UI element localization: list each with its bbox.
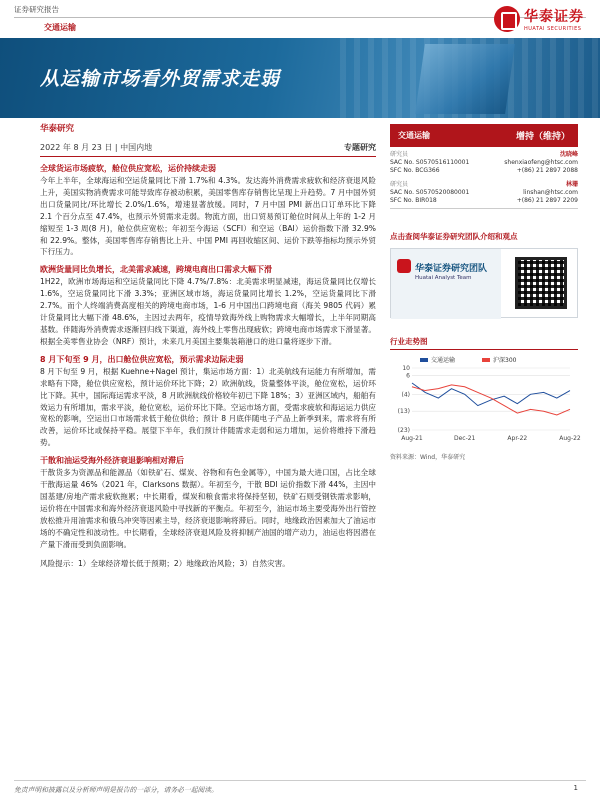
team-card-subtitle: Huatai Analyst Team bbox=[415, 275, 472, 281]
analyst-2 bbox=[390, 181, 578, 205]
analyst-email[interactable]: linshan@htsc.com bbox=[523, 189, 578, 196]
main-column bbox=[40, 122, 376, 570]
legend-label: 交通运输 bbox=[431, 357, 456, 364]
section-2-body: 1H22，欧洲市场海运和空运货量同比下降 4.7%/7.8%：北美需求明显减速，海运货量同比仅增长 1.6%，空运货量同比下滑 3.3%；亚洲区域市场，海运货量同比增长 1.2%，空运货量同比下滑 2.7%。而个人终端消费高度相关的跨境电商市场，1-6 月中国出口跨境电商（海关 9805 代码）累计货量同比大幅下滑 48.6%，主因过去两年，疫情导致海外线上购物需求大幅增长，上半年同期高基数。伴随海外消费需求逐渐回归线下渠道，海外线上零售出现疲软；跨境电商市场需求下滑显著。根据全美零售业协会（NRF）预计，未来几月美国主要集装箱港口的进口量将逐步下滑。 bbox=[40, 277, 376, 346]
analyst-phone: +(86) 21 2897 2209 bbox=[516, 197, 578, 204]
x-tick-label: Apr-22 bbox=[507, 435, 528, 442]
analyst-name: 林珊 bbox=[565, 181, 578, 188]
y-tick-label: (23) bbox=[397, 427, 410, 434]
analyst-sac: SAC No. S0570516110001 bbox=[390, 159, 470, 166]
qr-code bbox=[515, 257, 567, 309]
x-tick-label: Dec-21 bbox=[453, 435, 476, 442]
analyst-name: 沈晓峰 bbox=[559, 151, 578, 158]
chart-source: 资料来源：Wind，华泰研究 bbox=[390, 454, 466, 461]
risk-note: 风险提示：1）全球经济增长低于预期；2）地缘政治风险；3）自然灾害。 bbox=[40, 559, 290, 569]
page-number: 1 bbox=[573, 784, 578, 792]
logo-en: HUATAI SECURITIES bbox=[524, 26, 582, 32]
rating-value: 增持（维持） bbox=[515, 132, 570, 142]
footer-rule bbox=[14, 780, 586, 781]
section-3-body: 8 月下旬至 9 月，根据 Kuehne+Nagel 预计，集运市场方面：1）北美航线有运能力有所增加，需求略有下降，舱位供应宽松，预计运价环比下降；2）欧洲航线，货量整体平淡，舱位宽松，运价环比下降。其中，国际海运需求平淡，8 月欧洲航线价格较年初已下降 18%；3）亚洲区域内，船舶有效运力有所增加，需求平淡，舱位宽松，运价环比下降。空运市场方面，受需求疲软和海运运力供应宽松的影响，空运出口市场需求低于舱位供给；预计 8 月底伴随电子产品上新季到来，需求将有所改善，运价环比或保持平稳。展望下半年，我们预计伴随需求走弱和运力增加，运价将维持下滑趋势。 bbox=[40, 366, 376, 448]
logo-cn: 华泰证券 bbox=[524, 9, 584, 25]
series-label: 证券研究报告 bbox=[14, 5, 59, 14]
y-tick-label: 6 bbox=[406, 372, 410, 380]
banner-cubes bbox=[415, 44, 515, 114]
analyst-role: 研究员 bbox=[390, 151, 409, 158]
analyst-sac: SAC No. S0570520080001 bbox=[390, 189, 470, 196]
trend-title: 行业走势图 bbox=[390, 336, 578, 350]
section-1-heading: 全球货运市场疲软，舱位供应宽松，运价持续走弱 bbox=[40, 164, 216, 173]
meta-rule bbox=[40, 156, 376, 157]
section-4-body: 干散货多为资源品和能源品（如铁矿石、煤炭、谷物和有色金属等），中国为最大进口国，占比全球干散海运量 46%（2021 年，Clarksons 数据）。年初至今，干散 BDI 运价指数下滑 44%，主因中国基建/房地产需求疲软拖累；中长期看，煤炭和粮食需求将保持坚韧，铁矿石则受钢铁需求影响，运价将在中国需求和海外经济衰退风险中寻找新的平衡点。年初至今，油运市场主要受海外出行管控放松推升用油需求和俄乌冲突等因素主导，经济衰退影响将滞后。同时，地缘政治因素加大了油运市场的不确定性和波动性。中长期看，全球经济衰退风险及将抑制产油国的增产动力，油运也将因潜在产量下滑而受到负面影响。 bbox=[40, 468, 376, 549]
meta-row: 2022 年 8 月 23 日 | 中国内地 专题研究 bbox=[40, 143, 376, 152]
brand-logo bbox=[494, 6, 584, 32]
y-tick-label: 10 bbox=[402, 365, 410, 372]
x-tick-label: Aug-22 bbox=[559, 435, 581, 442]
side-column bbox=[390, 124, 581, 461]
analyst-sfc: SFC No. BCG366 bbox=[390, 167, 440, 174]
rating-bar bbox=[390, 124, 578, 147]
x-tick-label: Aug-21 bbox=[401, 435, 423, 442]
y-tick-label: (13) bbox=[397, 408, 410, 416]
logo-icon bbox=[494, 6, 520, 32]
research-label: 华泰研究 bbox=[40, 124, 75, 134]
report-title: 从运输市场看外贸需求走弱 bbox=[40, 68, 281, 90]
analyst-sfc: SFC No. BIR018 bbox=[390, 197, 437, 204]
analyst-email[interactable]: shenxiaofeng@htsc.com bbox=[504, 159, 578, 166]
team-card-title: 华泰证券研究团队 bbox=[415, 264, 488, 274]
legend-swatch bbox=[482, 358, 490, 362]
legend-label: 沪深300 bbox=[493, 357, 517, 364]
analyst-block bbox=[390, 151, 578, 209]
analyst-role: 研究员 bbox=[390, 181, 409, 188]
analyst-1 bbox=[390, 151, 578, 175]
report-region: 中国内地 bbox=[120, 143, 153, 152]
sector-label: 交通运输 bbox=[44, 23, 76, 32]
footer-disclaimer: 免责声明和披露以及分析师声明是报告的一部分，请务必一起阅读。 bbox=[14, 786, 218, 794]
section-1-body: 今年上半年，全球海运和空运货量同比下滑 1.7%和 4.3%。发达海外消费需求疲软和经济衰退风险上升，美国实物消费需求可能导致库存被动积累，美国零售库存销售比呈现上升趋势。7 月中国外贸出口货量同比/环比增长 2.0%/1.6%，增速显著放缓。同时，7 月中国 PMI 新出口订单环比下降 2.1 个百分点至 47.4%，也预示外贸需求走弱。物流方面，出口贸易预订舱位时间从上年的 1-2 月缩短至 1-3 周(8 月)，舱位供应宽松；年初至今海运（SCFI）和空运（BAI）运价指数下滑 32.9%和 22.9%。整体，美国零售库存销售比上升、中国 PMI 再回收缩区间、运价下跌等指标均预示外贸下行压力。 bbox=[40, 176, 376, 257]
team-link[interactable]: 点击查阅华泰证券研究团队介绍和观点 bbox=[390, 232, 518, 241]
team-card[interactable] bbox=[390, 248, 578, 318]
legend-swatch bbox=[420, 358, 428, 362]
team-card-badge bbox=[397, 259, 411, 273]
report-type: 专题研究 bbox=[344, 143, 376, 152]
trend-chart-svg bbox=[390, 354, 581, 446]
section-2-heading: 欧洲货量同比负增长，北美需求减速，跨境电商出口需求大幅下滑 bbox=[40, 265, 272, 275]
section-4-heading: 干散和油运受海外经济衰退影响相对滞后 bbox=[40, 456, 184, 466]
analyst-phone: +(86) 21 2897 2088 bbox=[516, 167, 578, 174]
report-date: 2022 年 8 月 23 日 bbox=[40, 143, 113, 152]
title-banner bbox=[0, 38, 600, 118]
section-3-heading: 8 月下旬至 9 月，出口舱位供应宽松，预示需求边际走弱 bbox=[40, 354, 244, 364]
trend-chart bbox=[390, 354, 581, 450]
y-tick-label: (4) bbox=[401, 391, 410, 399]
rating-sector: 交通运输 bbox=[398, 131, 430, 140]
